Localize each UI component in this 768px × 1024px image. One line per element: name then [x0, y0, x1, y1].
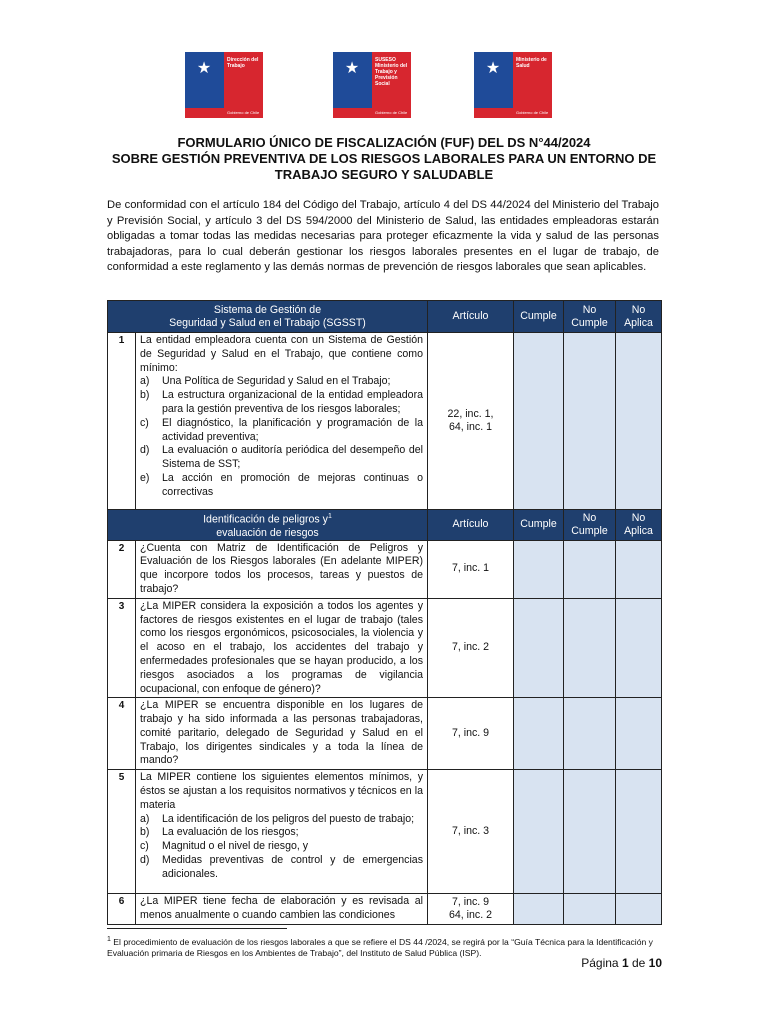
list-item: c) Magnitud o el nivel de riesgo, y [140, 840, 309, 853]
suseso-logo: ★ SUSESO Ministerio del Trabajo y Previsión Social Gobierno de Chile [333, 52, 411, 118]
list-item: b) La estructura organizacional de la entidad empleadora para la gestión preventiva de los riesgos laborales; [140, 389, 423, 415]
table-row [108, 770, 662, 894]
row-number: 1 [108, 333, 136, 510]
row-question: ¿La MIPER considera la exposición a todos los agentes y factores de riesgos existentes en el lugar de trabajo (tales como los riesgos ergonómicos, psicosociales, la violencia y el acoso en el trabajo, los accidentes del trabajo y enfermedades profesionales que se hayan producido, a los riesgos asociados a los programas de vigilancia ocupacional, con enfoque de género)? [136, 598, 428, 698]
no-cumple-checkbox[interactable] [564, 333, 616, 510]
direccion-del-trabajo-logo: ★ Dirección del Trabajo Gobierno de Chile [185, 52, 263, 118]
no-cumple-checkbox[interactable] [564, 698, 616, 770]
row-article: 7, inc. 9 [428, 698, 514, 770]
no-aplica-checkbox[interactable] [616, 894, 662, 925]
list-item: c) El diagnóstico, la planificación y programación de la actividad preventiva; [140, 416, 423, 443]
no-cumple-checkbox[interactable] [564, 770, 616, 894]
list-item: a) La identificación de los peligros del puesto de trabajo; [140, 812, 415, 825]
footnote-mark: 1 [107, 936, 111, 943]
section-heading: Identificación de peligros $y^1$ evaluación de riesgos [108, 510, 428, 541]
col-articulo: Artículo [428, 301, 514, 333]
col-no-aplica: No Aplica [616, 510, 662, 541]
row-article: 7, inc. 3 [428, 770, 514, 894]
table-row [108, 894, 662, 925]
star-icon: ★ [344, 60, 360, 77]
row-number: 2 [108, 540, 136, 598]
table-row [108, 698, 662, 770]
col-articulo: Artículo [428, 510, 514, 541]
row-question: La entidad empleadora cuenta con un Sistema de Gestión de Seguridad y Salud en el Trabajo, que contiene como mínimo: a) Una Política de Seguridad y Salud en el Trabajo; b) La estructura organizacional de la entidad empleadora para la gestión preventiva de los riesgos laborales; c) El diagnóstico, la planificación y programación de la actividad preventiva; d) La evaluación o auditoría periódica del desempeño del Sistema de SST; e) La acción en promoción de mejoras continuas o correctivas [136, 333, 428, 510]
section-heading: Sistema de Gestión de Seguridad y Salud en el Trabajo (SGSST) [108, 301, 428, 333]
row-number: 3 [108, 598, 136, 698]
col-no-aplica: No Aplica [616, 301, 662, 333]
list-item: b) La evaluación de los riesgos; [140, 826, 299, 839]
document-title [100, 135, 668, 183]
row-number: 6 [108, 894, 136, 925]
footnote-divider [107, 928, 287, 929]
star-icon: ★ [196, 60, 212, 77]
no-aplica-checkbox[interactable] [616, 540, 662, 598]
no-cumple-checkbox[interactable] [564, 598, 616, 698]
list-item: d) Medidas preventivas de control y de emergencias adicionales. [140, 854, 423, 880]
no-cumple-checkbox[interactable] [564, 540, 616, 598]
list-item: a) Una Política de Seguridad y Salud en el Trabajo; [140, 375, 391, 388]
row-number: 4 [108, 698, 136, 770]
cumple-checkbox[interactable] [514, 333, 564, 510]
col-no-cumple: No Cumple [564, 301, 616, 333]
row-question: ¿Cuenta con Matriz de Identificación de Peligros y Evaluación de los Riesgos laborales (En adelante MIPER) que incorpore todos los procesos, tareas y puestos de trabajo? [136, 540, 428, 598]
no-aplica-checkbox[interactable] [616, 770, 662, 894]
ministerio-de-salud-logo: ★ Ministerio de Salud Gobierno de Chile [474, 52, 552, 118]
title-line-2: SOBRE GESTIÓN PREVENTIVA DE LOS RIESGOS LABORALES PARA UN ENTORNO DE [111, 151, 657, 166]
table-row [108, 333, 662, 510]
table-row [108, 540, 662, 598]
row-question: La MIPER contiene los siguientes elementos mínimos, y éstos se ajustan a los requisitos normativos y técnicos en la materia a) La identificación de los peligros del puesto de trabajo; b) La evaluación de los riesgos; c) Magnitud o el nivel de riesgo, y d) Medidas preventivas de control y de emergencias adicionales. [136, 770, 428, 894]
col-no-cumple: No Cumple [564, 510, 616, 541]
cumple-checkbox[interactable] [514, 894, 564, 925]
list-item: e) La acción en promoción de mejoras continuas o correctivas [140, 471, 423, 498]
title-line-3: TRABAJO SEGURO Y SALUDABLE [274, 167, 494, 182]
star-icon: ★ [485, 60, 501, 77]
row-question: ¿La MIPER se encuentra disponible en los lugares de trabajo y ha sido informada a las personas trabajadoras, comité paritario, delegado de Seguridad y Salud en el Trabajo, los dirigentes sindicales y a toda la línea de mando? [136, 698, 428, 770]
cumple-checkbox[interactable] [514, 598, 564, 698]
logo-bar [0, 52, 768, 118]
row-question: ¿La MIPER tiene fecha de elaboración y es revisada al menos anualmente o cuando cambien las condiciones [136, 894, 428, 925]
footnote-ref[interactable]: 1 [327, 513, 332, 520]
col-cumple: Cumple [514, 301, 564, 333]
cumple-checkbox[interactable] [514, 770, 564, 894]
list-item: d) La evaluación o auditoría periódica del desempeño del Sistema de SST; [140, 444, 423, 471]
no-aplica-checkbox[interactable] [616, 598, 662, 698]
cumple-checkbox[interactable] [514, 698, 564, 770]
row-article: 22, inc. 1, 64, inc. 1 [428, 333, 514, 510]
no-aplica-checkbox[interactable] [616, 333, 662, 510]
section-header-sgsst [108, 301, 662, 333]
no-cumple-checkbox[interactable] [564, 894, 616, 925]
row-article: 7, inc. 2 [428, 598, 514, 698]
no-aplica-checkbox[interactable] [616, 698, 662, 770]
cumple-checkbox[interactable] [514, 540, 564, 598]
row-number: 5 [108, 770, 136, 894]
fuf-checklist-table [107, 300, 662, 925]
row-article: 7, inc. 1 [428, 540, 514, 598]
intro-paragraph: De conformidad con el artículo 184 del Código del Trabajo, artículo 4 del DS 44/2024 del Ministerio del Trabajo y Previsión Social, y artículo 3 del DS 594/2000 del Ministerio de Salud, las entidades empleadoras estarán obligadas a tomar todas las medidas necesarias para proteger eficazmente la vida y salud de las personas trabajadoras, para lo cual deberán gestionar los riesgos laborales presentes en el lugar de trabajo, de conformidad a este reglamento y las demás normas de prevención de riesgos laborales que sean aplicables. [107, 199, 659, 273]
section-header-miper [108, 510, 662, 541]
title-line-1: FORMULARIO ÚNICO DE FISCALIZACIÓN (FUF) DEL DS N°44/2024 [177, 135, 591, 150]
col-cumple: Cumple [514, 510, 564, 541]
table-row [108, 598, 662, 698]
footnote: $^1$ El procedimiento de evaluación de los riesgos laborales a que se refiere el DS 44 /2024, se regirá por la “Guía Técnica para la Identificación y Evaluación primaria de Riesgos en los Ambientes de Trabajo”, del Instituto de Salud Pública (ISP). [107, 936, 653, 959]
page-number: Página 1 de 10 [581, 956, 662, 970]
row-article: 7, inc. 9 64, inc. 2 [428, 894, 514, 925]
